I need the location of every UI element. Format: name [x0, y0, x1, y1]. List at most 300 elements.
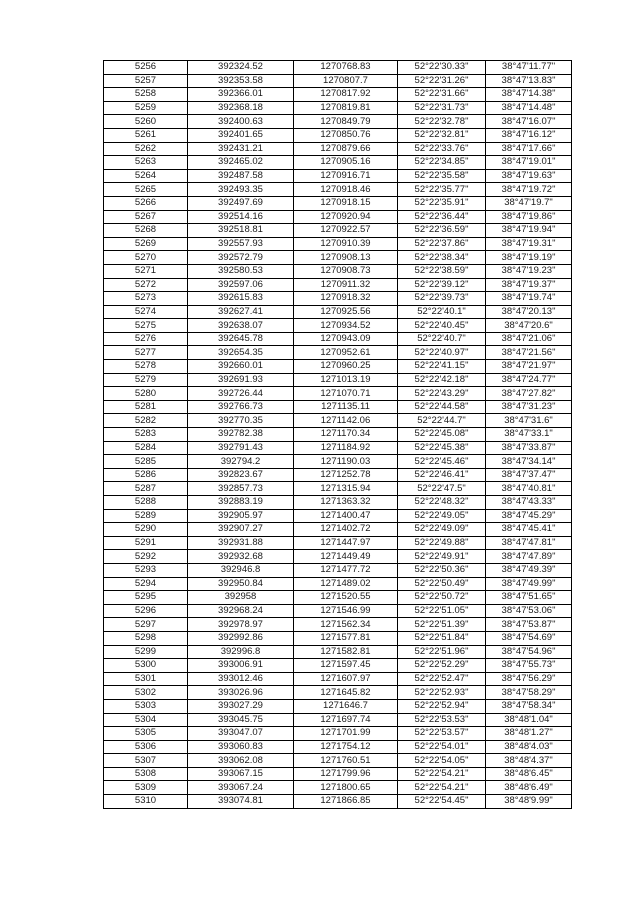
- x-coordinate-cell: 392654.35: [188, 346, 294, 360]
- x-coordinate-cell: 393045.75: [188, 713, 294, 727]
- x-coordinate-cell: 392992.86: [188, 631, 294, 645]
- latitude-cell: 52°22'36.44": [398, 210, 486, 224]
- table-row: [104, 169, 572, 183]
- table-row: [104, 74, 572, 88]
- latitude-cell: 52°22'43.29": [398, 387, 486, 401]
- point-number-cell: 5270: [104, 251, 188, 265]
- latitude-cell: 52°22'31.66": [398, 88, 486, 102]
- point-number-cell: 5299: [104, 645, 188, 659]
- latitude-cell: 52°22'50.49": [398, 577, 486, 591]
- y-coordinate-cell: 1270952.61: [294, 346, 398, 360]
- point-number-cell: 5296: [104, 604, 188, 618]
- latitude-cell: 52°22'42.18": [398, 373, 486, 387]
- y-coordinate-cell: 1271701.99: [294, 727, 398, 741]
- y-coordinate-cell: 1270918.46: [294, 183, 398, 197]
- point-number-cell: 5294: [104, 577, 188, 591]
- point-number-cell: 5301: [104, 672, 188, 686]
- y-coordinate-cell: 1271697.74: [294, 713, 398, 727]
- point-number-cell: 5303: [104, 699, 188, 713]
- latitude-cell: 52°22'45.38": [398, 441, 486, 455]
- y-coordinate-cell: 1270922.57: [294, 224, 398, 238]
- y-coordinate-cell: 1270960.25: [294, 360, 398, 374]
- longitude-cell: 38°48'6.49": [486, 781, 572, 795]
- point-number-cell: 5264: [104, 169, 188, 183]
- table-row: [104, 468, 572, 482]
- y-coordinate-cell: 1270879.66: [294, 142, 398, 156]
- point-number-cell: 5281: [104, 400, 188, 414]
- latitude-cell: 52°22'45.46": [398, 455, 486, 469]
- table-row: [104, 781, 572, 795]
- longitude-cell: 38°47'19.19": [486, 251, 572, 265]
- point-number-cell: 5259: [104, 101, 188, 115]
- point-number-cell: 5292: [104, 550, 188, 564]
- x-coordinate-cell: 392857.73: [188, 482, 294, 496]
- x-coordinate-cell: 392770.35: [188, 414, 294, 428]
- longitude-cell: 38°47'20.6": [486, 319, 572, 333]
- x-coordinate-cell: 393062.08: [188, 754, 294, 768]
- y-coordinate-cell: 1270943.09: [294, 332, 398, 346]
- x-coordinate-cell: 392514.16: [188, 210, 294, 224]
- longitude-cell: 38°47'54.69": [486, 631, 572, 645]
- x-coordinate-cell: 392597.06: [188, 278, 294, 292]
- x-coordinate-cell: 392791.43: [188, 441, 294, 455]
- x-coordinate-cell: 392978.97: [188, 618, 294, 632]
- table-row: [104, 740, 572, 754]
- y-coordinate-cell: 1270905.16: [294, 156, 398, 170]
- y-coordinate-cell: 1271577.81: [294, 631, 398, 645]
- y-coordinate-cell: 1271135.11: [294, 400, 398, 414]
- y-coordinate-cell: 1271582.81: [294, 645, 398, 659]
- point-number-cell: 5279: [104, 373, 188, 387]
- point-number-cell: 5293: [104, 563, 188, 577]
- table-row: [104, 645, 572, 659]
- x-coordinate-cell: 393047.07: [188, 727, 294, 741]
- latitude-cell: 52°22'54.01": [398, 740, 486, 754]
- y-coordinate-cell: 1270920.94: [294, 210, 398, 224]
- latitude-cell: 52°22'34.85": [398, 156, 486, 170]
- point-number-cell: 5286: [104, 468, 188, 482]
- y-coordinate-cell: 1271760.51: [294, 754, 398, 768]
- x-coordinate-cell: 392726.44: [188, 387, 294, 401]
- longitude-cell: 38°47'21.06": [486, 332, 572, 346]
- table-row: [104, 441, 572, 455]
- longitude-cell: 38°47'53.87": [486, 618, 572, 632]
- latitude-cell: 52°22'47.5": [398, 482, 486, 496]
- y-coordinate-cell: 1271447.97: [294, 536, 398, 550]
- y-coordinate-cell: 1271607.97: [294, 672, 398, 686]
- latitude-cell: 52°22'49.88": [398, 536, 486, 550]
- latitude-cell: 52°22'39.12": [398, 278, 486, 292]
- x-coordinate-cell: 392907.27: [188, 523, 294, 537]
- longitude-cell: 38°47'19.86": [486, 210, 572, 224]
- longitude-cell: 38°47'31.6": [486, 414, 572, 428]
- table-row: [104, 428, 572, 442]
- table-row: [104, 101, 572, 115]
- y-coordinate-cell: 1270925.56: [294, 305, 398, 319]
- point-number-cell: 5261: [104, 128, 188, 142]
- x-coordinate-cell: 393067.15: [188, 767, 294, 781]
- y-coordinate-cell: 1270910.39: [294, 237, 398, 251]
- latitude-cell: 52°22'35.58": [398, 169, 486, 183]
- table-row: [104, 346, 572, 360]
- latitude-cell: 52°22'41.15": [398, 360, 486, 374]
- latitude-cell: 52°22'31.26": [398, 74, 486, 88]
- y-coordinate-cell: 1271315.94: [294, 482, 398, 496]
- longitude-cell: 38°47'43.33": [486, 496, 572, 510]
- y-coordinate-cell: 1271646.7: [294, 699, 398, 713]
- point-number-cell: 5268: [104, 224, 188, 238]
- longitude-cell: 38°48'4.37": [486, 754, 572, 768]
- y-coordinate-cell: 1271562.34: [294, 618, 398, 632]
- point-number-cell: 5282: [104, 414, 188, 428]
- table-row: [104, 496, 572, 510]
- point-number-cell: 5260: [104, 115, 188, 129]
- point-number-cell: 5308: [104, 767, 188, 781]
- point-number-cell: 5265: [104, 183, 188, 197]
- table-row: [104, 672, 572, 686]
- longitude-cell: 38°48'4.03": [486, 740, 572, 754]
- point-number-cell: 5288: [104, 496, 188, 510]
- longitude-cell: 38°47'19.94": [486, 224, 572, 238]
- point-number-cell: 5257: [104, 74, 188, 88]
- table-row: [104, 183, 572, 197]
- y-coordinate-cell: 1270817.92: [294, 88, 398, 102]
- y-coordinate-cell: 1270850.76: [294, 128, 398, 142]
- y-coordinate-cell: 1270908.73: [294, 264, 398, 278]
- y-coordinate-cell: 1270918.15: [294, 196, 398, 210]
- longitude-cell: 38°47'55.73": [486, 659, 572, 673]
- latitude-cell: 52°22'53.53": [398, 713, 486, 727]
- latitude-cell: 52°22'54.21": [398, 781, 486, 795]
- y-coordinate-cell: 1271754.12: [294, 740, 398, 754]
- longitude-cell: 38°48'6.45": [486, 767, 572, 781]
- point-number-cell: 5283: [104, 428, 188, 442]
- longitude-cell: 38°47'14.38": [486, 88, 572, 102]
- longitude-cell: 38°47'33.1": [486, 428, 572, 442]
- point-number-cell: 5277: [104, 346, 188, 360]
- table-row: [104, 563, 572, 577]
- point-number-cell: 5267: [104, 210, 188, 224]
- longitude-cell: 38°47'21.97": [486, 360, 572, 374]
- longitude-cell: 38°47'19.37": [486, 278, 572, 292]
- y-coordinate-cell: 1270934.52: [294, 319, 398, 333]
- latitude-cell: 52°22'52.94": [398, 699, 486, 713]
- point-number-cell: 5276: [104, 332, 188, 346]
- longitude-cell: 38°47'53.06": [486, 604, 572, 618]
- x-coordinate-cell: 392794.2: [188, 455, 294, 469]
- table-row: [104, 360, 572, 374]
- latitude-cell: 52°22'35.77": [398, 183, 486, 197]
- table-row: [104, 631, 572, 645]
- latitude-cell: 52°22'39.73": [398, 292, 486, 306]
- x-coordinate-cell: 392518.81: [188, 224, 294, 238]
- latitude-cell: 52°22'52.29": [398, 659, 486, 673]
- longitude-cell: 38°47'16.07": [486, 115, 572, 129]
- x-coordinate-cell: 392557.93: [188, 237, 294, 251]
- table-row: [104, 88, 572, 102]
- latitude-cell: 52°22'45.08": [398, 428, 486, 442]
- table-row: [104, 264, 572, 278]
- x-coordinate-cell: 393026.96: [188, 686, 294, 700]
- latitude-cell: 52°22'40.1": [398, 305, 486, 319]
- x-coordinate-cell: 392465.02: [188, 156, 294, 170]
- y-coordinate-cell: 1270918.32: [294, 292, 398, 306]
- longitude-cell: 38°47'21.56": [486, 346, 572, 360]
- longitude-cell: 38°47'37.47": [486, 468, 572, 482]
- table-row: [104, 292, 572, 306]
- latitude-cell: 52°22'51.39": [398, 618, 486, 632]
- latitude-cell: 52°22'36.59": [398, 224, 486, 238]
- y-coordinate-cell: 1270908.13: [294, 251, 398, 265]
- point-number-cell: 5269: [104, 237, 188, 251]
- table-row: [104, 618, 572, 632]
- longitude-cell: 38°47'13.83": [486, 74, 572, 88]
- y-coordinate-cell: 1270911.32: [294, 278, 398, 292]
- table-row: [104, 61, 572, 75]
- table-row: [104, 278, 572, 292]
- y-coordinate-cell: 1271799.96: [294, 767, 398, 781]
- table-row: [104, 156, 572, 170]
- longitude-cell: 38°47'19.01": [486, 156, 572, 170]
- y-coordinate-cell: 1271477.72: [294, 563, 398, 577]
- point-number-cell: 5274: [104, 305, 188, 319]
- table-row: [104, 536, 572, 550]
- y-coordinate-cell: 1271520.55: [294, 591, 398, 605]
- y-coordinate-cell: 1271400.47: [294, 509, 398, 523]
- longitude-cell: 38°47'19.7": [486, 196, 572, 210]
- latitude-cell: 52°22'51.96": [398, 645, 486, 659]
- table-row: [104, 686, 572, 700]
- longitude-cell: 38°47'14.48": [486, 101, 572, 115]
- table-row: [104, 414, 572, 428]
- y-coordinate-cell: 1271142.06: [294, 414, 398, 428]
- y-coordinate-cell: 1271645.82: [294, 686, 398, 700]
- latitude-cell: 52°22'50.72": [398, 591, 486, 605]
- table-row: [104, 604, 572, 618]
- table-row: [104, 795, 572, 809]
- x-coordinate-cell: 392691.93: [188, 373, 294, 387]
- x-coordinate-cell: 392645.78: [188, 332, 294, 346]
- table-row: [104, 455, 572, 469]
- longitude-cell: 38°47'51.65": [486, 591, 572, 605]
- table-row: [104, 332, 572, 346]
- table-row: [104, 128, 572, 142]
- point-number-cell: 5262: [104, 142, 188, 156]
- x-coordinate-cell: 393027.29: [188, 699, 294, 713]
- x-coordinate-cell: 392782.38: [188, 428, 294, 442]
- y-coordinate-cell: 1271489.02: [294, 577, 398, 591]
- latitude-cell: 52°22'38.34": [398, 251, 486, 265]
- longitude-cell: 38°47'19.23": [486, 264, 572, 278]
- point-number-cell: 5300: [104, 659, 188, 673]
- x-coordinate-cell: 392958: [188, 591, 294, 605]
- latitude-cell: 52°22'53.57": [398, 727, 486, 741]
- latitude-cell: 52°22'50.36": [398, 563, 486, 577]
- longitude-cell: 38°47'17.66": [486, 142, 572, 156]
- coordinates-table: [103, 60, 572, 809]
- latitude-cell: 52°22'40.7": [398, 332, 486, 346]
- table-row: [104, 251, 572, 265]
- longitude-cell: 38°47'19.31": [486, 237, 572, 251]
- table-row: [104, 550, 572, 564]
- x-coordinate-cell: 392766.73: [188, 400, 294, 414]
- x-coordinate-cell: 392996.8: [188, 645, 294, 659]
- table-row: [104, 577, 572, 591]
- y-coordinate-cell: 1271170.34: [294, 428, 398, 442]
- point-number-cell: 5302: [104, 686, 188, 700]
- longitude-cell: 38°47'54.96": [486, 645, 572, 659]
- table-row: [104, 754, 572, 768]
- longitude-cell: 38°47'16.12": [486, 128, 572, 142]
- latitude-cell: 52°22'48.32": [398, 496, 486, 510]
- x-coordinate-cell: 392660.01: [188, 360, 294, 374]
- x-coordinate-cell: 393074.81: [188, 795, 294, 809]
- table-row: [104, 509, 572, 523]
- latitude-cell: 52°22'40.97": [398, 346, 486, 360]
- latitude-cell: 52°22'44.58": [398, 400, 486, 414]
- table-row: [104, 699, 572, 713]
- x-coordinate-cell: 393067.24: [188, 781, 294, 795]
- longitude-cell: 38°47'19.63": [486, 169, 572, 183]
- longitude-cell: 38°47'58.34": [486, 699, 572, 713]
- longitude-cell: 38°47'56.29": [486, 672, 572, 686]
- latitude-cell: 52°22'40.45": [398, 319, 486, 333]
- x-coordinate-cell: 392615.83: [188, 292, 294, 306]
- latitude-cell: 52°22'38.59": [398, 264, 486, 278]
- longitude-cell: 38°47'40.81": [486, 482, 572, 496]
- table-row: [104, 482, 572, 496]
- longitude-cell: 38°47'20.13": [486, 305, 572, 319]
- point-number-cell: 5278: [104, 360, 188, 374]
- longitude-cell: 38°47'34.14": [486, 455, 572, 469]
- x-coordinate-cell: 393006.91: [188, 659, 294, 673]
- longitude-cell: 38°47'33.87": [486, 441, 572, 455]
- longitude-cell: 38°47'47.89": [486, 550, 572, 564]
- x-coordinate-cell: 392493.35: [188, 183, 294, 197]
- latitude-cell: 52°22'44.7": [398, 414, 486, 428]
- latitude-cell: 52°22'46.41": [398, 468, 486, 482]
- longitude-cell: 38°47'11.77": [486, 61, 572, 75]
- y-coordinate-cell: 1270819.81: [294, 101, 398, 115]
- latitude-cell: 52°22'51.05": [398, 604, 486, 618]
- longitude-cell: 38°47'47.81": [486, 536, 572, 550]
- longitude-cell: 38°48'9.99": [486, 795, 572, 809]
- latitude-cell: 52°22'49.91": [398, 550, 486, 564]
- point-number-cell: 5305: [104, 727, 188, 741]
- longitude-cell: 38°47'49.99": [486, 577, 572, 591]
- point-number-cell: 5290: [104, 523, 188, 537]
- table-row: [104, 591, 572, 605]
- longitude-cell: 38°47'49.39": [486, 563, 572, 577]
- x-coordinate-cell: 392401.65: [188, 128, 294, 142]
- point-number-cell: 5309: [104, 781, 188, 795]
- point-number-cell: 5298: [104, 631, 188, 645]
- y-coordinate-cell: 1271800.65: [294, 781, 398, 795]
- point-number-cell: 5258: [104, 88, 188, 102]
- longitude-cell: 38°47'24.77": [486, 373, 572, 387]
- y-coordinate-cell: 1271449.49: [294, 550, 398, 564]
- point-number-cell: 5266: [104, 196, 188, 210]
- point-number-cell: 5287: [104, 482, 188, 496]
- point-number-cell: 5306: [104, 740, 188, 754]
- latitude-cell: 52°22'49.09": [398, 523, 486, 537]
- point-number-cell: 5275: [104, 319, 188, 333]
- longitude-cell: 38°48'1.27": [486, 727, 572, 741]
- x-coordinate-cell: 393060.83: [188, 740, 294, 754]
- latitude-cell: 52°22'54.45": [398, 795, 486, 809]
- y-coordinate-cell: 1271597.45: [294, 659, 398, 673]
- latitude-cell: 52°22'33.76": [398, 142, 486, 156]
- x-coordinate-cell: 392353.58: [188, 74, 294, 88]
- point-number-cell: 5285: [104, 455, 188, 469]
- table-row: [104, 305, 572, 319]
- point-number-cell: 5307: [104, 754, 188, 768]
- table-row: [104, 713, 572, 727]
- x-coordinate-cell: 392431.21: [188, 142, 294, 156]
- table-row: [104, 210, 572, 224]
- longitude-cell: 38°47'27.82": [486, 387, 572, 401]
- longitude-cell: 38°47'31.23": [486, 400, 572, 414]
- latitude-cell: 52°22'37.86": [398, 237, 486, 251]
- table-row: [104, 196, 572, 210]
- y-coordinate-cell: 1271252.78: [294, 468, 398, 482]
- x-coordinate-cell: 392905.97: [188, 509, 294, 523]
- table-body: [104, 61, 572, 809]
- x-coordinate-cell: 392580.53: [188, 264, 294, 278]
- point-number-cell: 5271: [104, 264, 188, 278]
- table-row: [104, 767, 572, 781]
- table-row: [104, 523, 572, 537]
- longitude-cell: 38°47'19.72": [486, 183, 572, 197]
- x-coordinate-cell: 392932.68: [188, 550, 294, 564]
- y-coordinate-cell: 1271546.99: [294, 604, 398, 618]
- x-coordinate-cell: 392497.69: [188, 196, 294, 210]
- table-row: [104, 224, 572, 238]
- x-coordinate-cell: 392946.8: [188, 563, 294, 577]
- table-row: [104, 142, 572, 156]
- x-coordinate-cell: 392968.24: [188, 604, 294, 618]
- point-number-cell: 5310: [104, 795, 188, 809]
- table-row: [104, 319, 572, 333]
- y-coordinate-cell: 1270916.71: [294, 169, 398, 183]
- x-coordinate-cell: 392931.88: [188, 536, 294, 550]
- longitude-cell: 38°47'45.41": [486, 523, 572, 537]
- y-coordinate-cell: 1271070.71: [294, 387, 398, 401]
- table-row: [104, 727, 572, 741]
- longitude-cell: 38°47'58.29": [486, 686, 572, 700]
- point-number-cell: 5280: [104, 387, 188, 401]
- y-coordinate-cell: 1270807.7: [294, 74, 398, 88]
- table-row: [104, 373, 572, 387]
- longitude-cell: 38°48'1.04": [486, 713, 572, 727]
- point-number-cell: 5297: [104, 618, 188, 632]
- latitude-cell: 52°22'31.73": [398, 101, 486, 115]
- point-number-cell: 5291: [104, 536, 188, 550]
- point-number-cell: 5289: [104, 509, 188, 523]
- x-coordinate-cell: 392572.79: [188, 251, 294, 265]
- longitude-cell: 38°47'19.74": [486, 292, 572, 306]
- x-coordinate-cell: 392368.18: [188, 101, 294, 115]
- point-number-cell: 5263: [104, 156, 188, 170]
- x-coordinate-cell: 392324.52: [188, 61, 294, 75]
- point-number-cell: 5272: [104, 278, 188, 292]
- point-number-cell: 5284: [104, 441, 188, 455]
- latitude-cell: 52°22'54.05": [398, 754, 486, 768]
- point-number-cell: 5273: [104, 292, 188, 306]
- x-coordinate-cell: 393012.46: [188, 672, 294, 686]
- table-row: [104, 237, 572, 251]
- point-number-cell: 5256: [104, 61, 188, 75]
